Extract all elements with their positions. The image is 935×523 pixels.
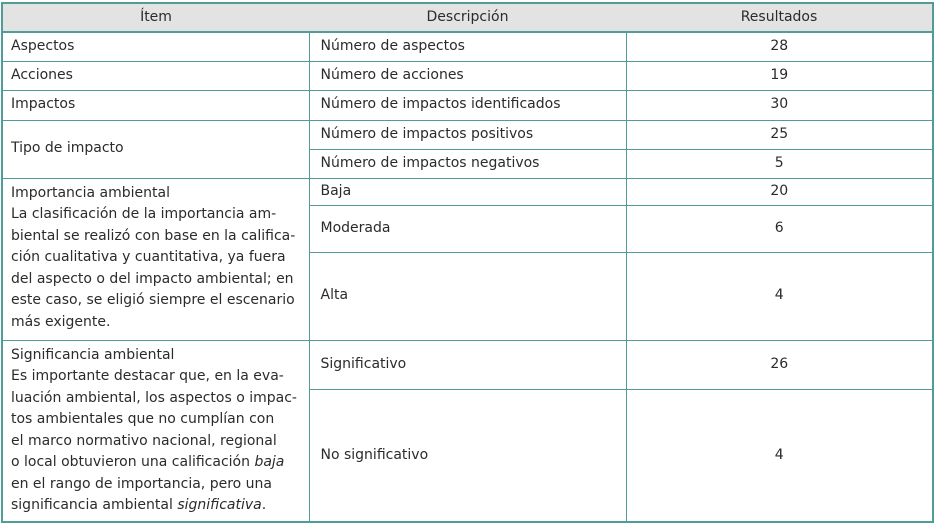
- importancia-note-line: más exigente.: [11, 313, 111, 330]
- cell-result-no-significativo: 4: [626, 390, 933, 522]
- significancia-title: Significancia ambiental: [11, 346, 175, 363]
- cell-description-no-significativo: No significativo: [309, 390, 626, 522]
- cell-result-moderada: 6: [626, 205, 933, 252]
- results-table-wrapper: [1, 2, 932, 523]
- cell-description-aspectos: Número de aspectos: [309, 32, 626, 61]
- significancia-note-line: tos ambientales que no cumplían con: [11, 411, 275, 427]
- cell-result-impactos: 30: [626, 90, 933, 120]
- header-item: Ítem: [2, 3, 309, 32]
- importancia-note-line: La clasificación de la importancia am-: [11, 206, 277, 222]
- significancia-note-line: [11, 495, 301, 517]
- table-row: [2, 340, 933, 390]
- table-header: [2, 3, 933, 32]
- note-emphasis-significativa: significativa: [177, 497, 262, 513]
- cell-item-acciones: Acciones: [2, 61, 309, 90]
- importancia-note-line: biental se realizó con base en la califica-: [11, 227, 296, 244]
- cell-result-alta: 4: [626, 252, 933, 340]
- importancia-title: Importancia ambiental: [11, 184, 170, 201]
- significancia-note-line: luación ambiental, los aspectos o impac-: [11, 389, 297, 406]
- significancia-note-line: el marco normativo nacional, regional: [11, 432, 277, 449]
- header-row: [2, 3, 933, 32]
- cell-description-impactos-positivos: Número de impactos positivos: [309, 120, 626, 149]
- significancia-note-line: en el rango de importancia, pero una: [11, 475, 272, 492]
- note-text: o local obtuvieron una calificación: [11, 454, 255, 470]
- cell-description-significativo: Significativo: [309, 340, 626, 390]
- cell-description-moderada: Moderada: [309, 205, 626, 252]
- cell-item-tipo-impacto: Tipo de impacto: [2, 120, 309, 178]
- cell-item-impactos: Impactos: [2, 90, 309, 120]
- cell-result-significativo: 26: [626, 340, 933, 390]
- cell-result-aspectos: 28: [626, 32, 933, 61]
- cell-item-significancia-ambiental: [2, 340, 309, 522]
- significancia-note-line: Es importante destacar que, en la eva-: [11, 368, 284, 384]
- table-row: [2, 90, 933, 120]
- note-emphasis-baja: baja: [254, 454, 285, 470]
- note-text: significancia ambiental: [11, 497, 178, 513]
- table-row: [2, 32, 933, 61]
- cell-result-impactos-positivos: 25: [626, 120, 933, 149]
- cell-description-impactos-negativos: Número de impactos negativos: [309, 149, 626, 178]
- header-description: Descripción: [309, 3, 626, 32]
- note-text: .: [261, 497, 267, 513]
- cell-result-acciones: 19: [626, 61, 933, 90]
- cell-result-baja: 20: [626, 178, 933, 205]
- cell-item-aspectos: Aspectos: [2, 32, 309, 61]
- cell-result-impactos-negativos: 5: [626, 149, 933, 178]
- table-row: [2, 178, 933, 205]
- cell-description-impactos: Número de impactos identificados: [309, 90, 626, 120]
- importancia-note-line: del aspecto o del impacto ambiental; en: [11, 270, 294, 287]
- importancia-note-line: este caso, se eligió siempre el escenario: [11, 292, 295, 308]
- table-row: [2, 61, 933, 90]
- significancia-note-line: [11, 452, 301, 474]
- header-results: Resultados: [626, 3, 933, 32]
- cell-description-acciones: Número de acciones: [309, 61, 626, 90]
- cell-description-alta: Alta: [309, 252, 626, 340]
- cell-description-baja: Baja: [309, 178, 626, 205]
- environmental-results-table: [1, 2, 934, 523]
- table-body: [2, 32, 933, 522]
- cell-item-importancia-ambiental: [2, 178, 309, 340]
- table-row: [2, 120, 933, 149]
- importancia-note-line: ción cualitativa y cuantitativa, ya fuera: [11, 249, 286, 265]
